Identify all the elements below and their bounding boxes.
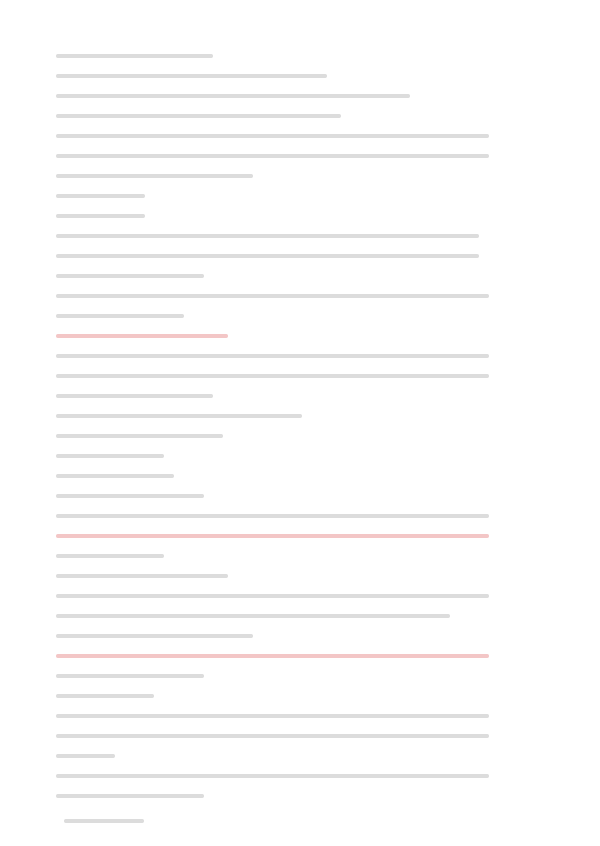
text-line: [56, 750, 548, 762]
text-line-placeholder: [56, 134, 489, 138]
footer-text: [64, 819, 144, 823]
text-line-placeholder: [56, 714, 489, 718]
text-line-placeholder: [56, 754, 115, 758]
text-line: [56, 170, 548, 182]
text-line-placeholder: [56, 314, 184, 318]
text-line: [56, 230, 548, 242]
text-line: [56, 270, 548, 282]
text-line: [56, 350, 548, 362]
text-line-placeholder: [56, 214, 145, 218]
text-line: [56, 710, 548, 722]
page-footer: [64, 816, 184, 826]
text-line: [56, 790, 548, 802]
text-line-placeholder: [56, 554, 164, 558]
text-line: [56, 390, 548, 402]
text-line-placeholder: [56, 534, 489, 538]
text-line-placeholder: [56, 154, 489, 158]
text-line: [56, 690, 548, 702]
text-line-placeholder: [56, 394, 213, 398]
text-line: [56, 650, 548, 662]
text-line-placeholder: [56, 634, 253, 638]
text-line-placeholder: [56, 674, 204, 678]
text-line-placeholder: [56, 514, 489, 518]
text-line: [56, 410, 548, 422]
text-line-placeholder: [56, 734, 489, 738]
text-line: [56, 370, 548, 382]
text-line: [56, 110, 548, 122]
text-line: [56, 490, 548, 502]
text-line-placeholder: [56, 114, 341, 118]
text-line: [56, 730, 548, 742]
text-line: [56, 90, 548, 102]
text-line-placeholder: [56, 254, 479, 258]
text-line: [56, 470, 548, 482]
text-line: [56, 610, 548, 622]
text-line: [56, 770, 548, 782]
text-line-placeholder: [56, 414, 302, 418]
text-line: [56, 430, 548, 442]
text-line-placeholder: [56, 374, 489, 378]
text-line: [56, 310, 548, 322]
text-line: [56, 330, 548, 342]
text-line-placeholder: [56, 294, 489, 298]
text-line: [56, 630, 548, 642]
text-line: [56, 550, 548, 562]
text-line-placeholder: [56, 74, 327, 78]
text-line-placeholder: [56, 614, 450, 618]
text-line-placeholder: [56, 434, 223, 438]
text-line-placeholder: [56, 234, 479, 238]
text-line: [56, 510, 548, 522]
text-line-placeholder: [56, 794, 204, 798]
text-line-placeholder: [56, 654, 489, 658]
text-line: [56, 70, 548, 82]
text-line: [56, 150, 548, 162]
text-line: [56, 590, 548, 602]
document-body: [56, 50, 548, 810]
text-line-placeholder: [56, 194, 145, 198]
text-line-placeholder: [56, 494, 204, 498]
text-line-placeholder: [56, 694, 154, 698]
text-line: [56, 210, 548, 222]
text-line: [56, 250, 548, 262]
text-line: [56, 130, 548, 142]
text-line-placeholder: [56, 774, 489, 778]
text-line: [56, 570, 548, 582]
text-line-placeholder: [56, 334, 228, 338]
text-line: [56, 450, 548, 462]
text-line-placeholder: [56, 354, 489, 358]
text-line: [56, 670, 548, 682]
text-line-placeholder: [56, 594, 489, 598]
text-line-placeholder: [56, 94, 410, 98]
text-line-placeholder: [56, 454, 164, 458]
text-line-placeholder: [56, 274, 204, 278]
text-line-placeholder: [56, 474, 174, 478]
text-line: [56, 530, 548, 542]
text-line-placeholder: [56, 574, 228, 578]
text-line-placeholder: [56, 174, 253, 178]
text-line: [56, 190, 548, 202]
text-line: [56, 290, 548, 302]
text-line-placeholder: [56, 54, 213, 58]
text-line: [56, 50, 548, 62]
